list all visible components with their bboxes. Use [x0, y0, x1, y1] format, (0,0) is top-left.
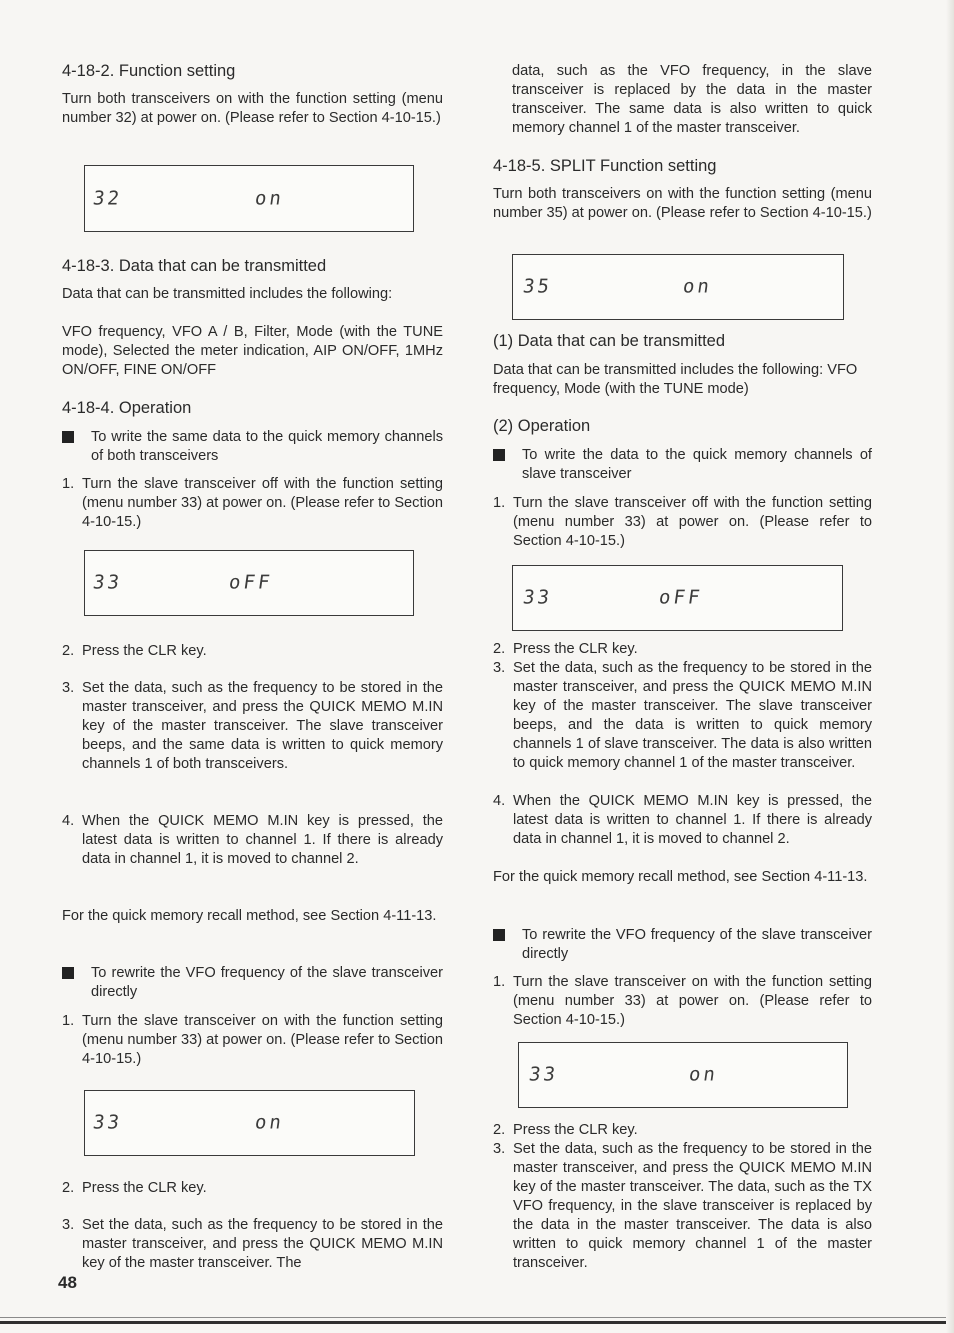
list-number: 1.: [62, 476, 75, 492]
lcd-display-35-on: [512, 254, 844, 320]
bullet-text: To rewrite the VFO frequency of the slave transceiver directly: [522, 927, 872, 962]
lcd-display-33-on: [84, 1090, 415, 1156]
heading-4-18-2: 4-18-2. Function setting: [62, 62, 236, 80]
lcd-display-33-off: [512, 565, 843, 631]
list-item: [62, 1179, 443, 1199]
list-number: 2.: [62, 1180, 75, 1196]
lcd-menu-value: on: [687, 1063, 720, 1086]
bottom-rule: [0, 1321, 954, 1324]
list-number: 1.: [493, 495, 506, 511]
list-text: Set the data, such as the frequency to be stored in the master transceiver, and press the QUICK MEMO M.IN key of the master transceiver. The: [82, 1217, 443, 1271]
page-edge-shadow: [946, 0, 954, 1333]
list-number: 1.: [493, 974, 506, 990]
list-number: 1.: [62, 1013, 75, 1029]
list-item: [493, 1140, 872, 1275]
paragraph-split-setting: Turn both transceivers on with the function setting (menu number 35) at power on. (Please refer to Section 4-10-15.): [493, 186, 872, 221]
bullet-text: To write the data to the quick memory channels of slave transceiver: [522, 447, 872, 482]
list-text: Turn the slave transceiver on with the function setting (menu number 33) at power on. (Please refer to Section 4-10-15.): [82, 1013, 443, 1067]
lcd-display-33-off: [84, 550, 414, 616]
paragraph-continued: data, such as the VFO frequency, in the slave transceiver is replaced by the data in the master transceiver. The same data is also written to quick memory channel 1 of the master transceiver.: [512, 63, 872, 136]
list-number: 2.: [493, 1122, 506, 1138]
list-text: Set the data, such as the frequency to be stored in the master transceiver, and press the QUICK MEMO M.IN key of the master transceiver. The data, such as the TX VFO frequency, in the slave transceiver is replaced by the data in the master transceiver. The data is also written to quick memory channel 1 of the master transceiver.: [513, 1141, 872, 1271]
bullet-text: To write the same data to the quick memory channels of both transceivers: [91, 429, 443, 464]
lcd-menu-number: 33: [91, 571, 124, 594]
bullet-square: [493, 449, 505, 461]
list-item: [62, 812, 443, 892]
heading-operation: (2) Operation: [493, 417, 591, 435]
paragraph-data-list: Data that can be transmitted includes the following: VFO frequency, Mode (with the TUNE mode): [493, 362, 858, 397]
list-text: Press the CLR key.: [513, 641, 638, 657]
bullet-text: To rewrite the VFO frequency of the slave transceiver directly: [91, 965, 443, 1000]
heading-4-18-4: 4-18-4. Operation: [62, 399, 192, 417]
page-number: 48: [58, 1273, 77, 1292]
paragraph-recall: For the quick memory recall method, see Section 4-11-13.: [493, 869, 868, 885]
list-item: [493, 1121, 872, 1141]
lcd-display-33-on: [518, 1042, 848, 1108]
lcd-menu-number: 32: [91, 187, 124, 209]
lcd-display-32-on: [84, 165, 414, 232]
list-number: 4.: [62, 813, 75, 829]
list-text: Turn the slave transceiver off with the function setting (menu number 33) at power on. (Please refer to Section 4-10-15.): [513, 495, 872, 549]
bullet-square: [493, 929, 505, 941]
bullet-rewrite-vfo: [493, 926, 872, 966]
list-item: [62, 642, 443, 662]
bullet-square: [62, 967, 74, 979]
list-text: Press the CLR key.: [82, 1180, 207, 1196]
lcd-menu-number: 33: [527, 1063, 560, 1086]
heading-4-18-3: 4-18-3. Data that can be transmitted: [62, 257, 327, 275]
list-item: [493, 494, 872, 554]
list-item: [493, 973, 872, 1033]
paragraph-recall: For the quick memory recall method, see Section 4-11-13.: [62, 908, 437, 924]
bullet-rewrite-vfo: [62, 964, 443, 1004]
list-item: [62, 475, 443, 535]
list-item: [62, 1012, 443, 1072]
list-number: 2.: [493, 641, 506, 657]
paragraph-function-setting: Turn both transceivers on with the function setting (menu number 32) at power on. (Please refer to Section 4-10-15.): [62, 91, 443, 126]
list-text: Press the CLR key.: [513, 1122, 638, 1138]
lcd-menu-number: 33: [521, 586, 554, 609]
list-text: When the QUICK MEMO M.IN key is pressed, the latest data is written to channel 1. If there is already data in channel 1, it is moved to channel 2.: [82, 813, 443, 867]
heading-4-18-5: 4-18-5. SPLIT Function setting: [493, 157, 717, 175]
list-item: [493, 640, 872, 660]
lcd-menu-value: on: [681, 275, 714, 298]
list-text: When the QUICK MEMO M.IN key is pressed, the latest data is written to channel 1. If there is already data in channel 1, it is moved to channel 2.: [513, 793, 872, 847]
bullet-write-slave: [493, 446, 872, 486]
list-text: Set the data, such as the frequency to be stored in the master transceiver, and press the QUICK MEMO M.IN key of the master transceiver. The slave transceiver beeps, and the data is written to quick memory channels 1 of slave transceiver. The data is also written to quick memory channel 1 of the master transceiver.: [513, 660, 872, 771]
list-text: Set the data, such as the frequency to be stored in the master transceiver, and press the QUICK MEMO M.IN key of the master transceiver. The slave transceiver beeps, and the same data is written to quick memory channels 1 of both transceivers.: [82, 680, 443, 772]
list-item: [62, 679, 443, 797]
list-item: [62, 1216, 443, 1276]
paragraph-data-list: VFO frequency, VFO A / B, Filter, Mode (with the TUNE mode), Selected the meter indication, AIP ON/OFF, 1MHz ON/OFF, FINE ON/OFF: [62, 324, 443, 378]
list-item: [493, 659, 872, 794]
heading-data-transmitted: (1) Data that can be transmitted: [493, 332, 726, 350]
lcd-menu-number: 35: [521, 275, 554, 298]
bottom-rule-thin: [0, 1317, 954, 1318]
list-number: 3.: [62, 1217, 75, 1233]
bullet-square: [62, 431, 74, 443]
lcd-menu-number: 33: [91, 1111, 124, 1134]
list-item: [493, 792, 872, 872]
list-text: Turn the slave transceiver on with the function setting (menu number 33) at power on. (Please refer to Section 4-10-15.): [513, 974, 872, 1028]
list-text: Turn the slave transceiver off with the function setting (menu number 33) at power on. (Please refer to Section 4-10-15.): [82, 476, 443, 530]
lcd-menu-value: oFF: [657, 586, 704, 609]
paragraph-data-intro: Data that can be transmitted includes the following:: [62, 286, 393, 302]
list-number: 3.: [62, 680, 75, 696]
lcd-menu-value: on: [253, 187, 286, 209]
list-number: 2.: [62, 643, 75, 659]
list-number: 3.: [493, 660, 506, 676]
lcd-menu-value: on: [253, 1111, 286, 1134]
lcd-menu-value: oFF: [227, 571, 274, 594]
list-text: Press the CLR key.: [82, 643, 207, 659]
bullet-write-both: [62, 428, 443, 468]
list-number: 4.: [493, 793, 506, 809]
list-number: 3.: [493, 1141, 506, 1157]
